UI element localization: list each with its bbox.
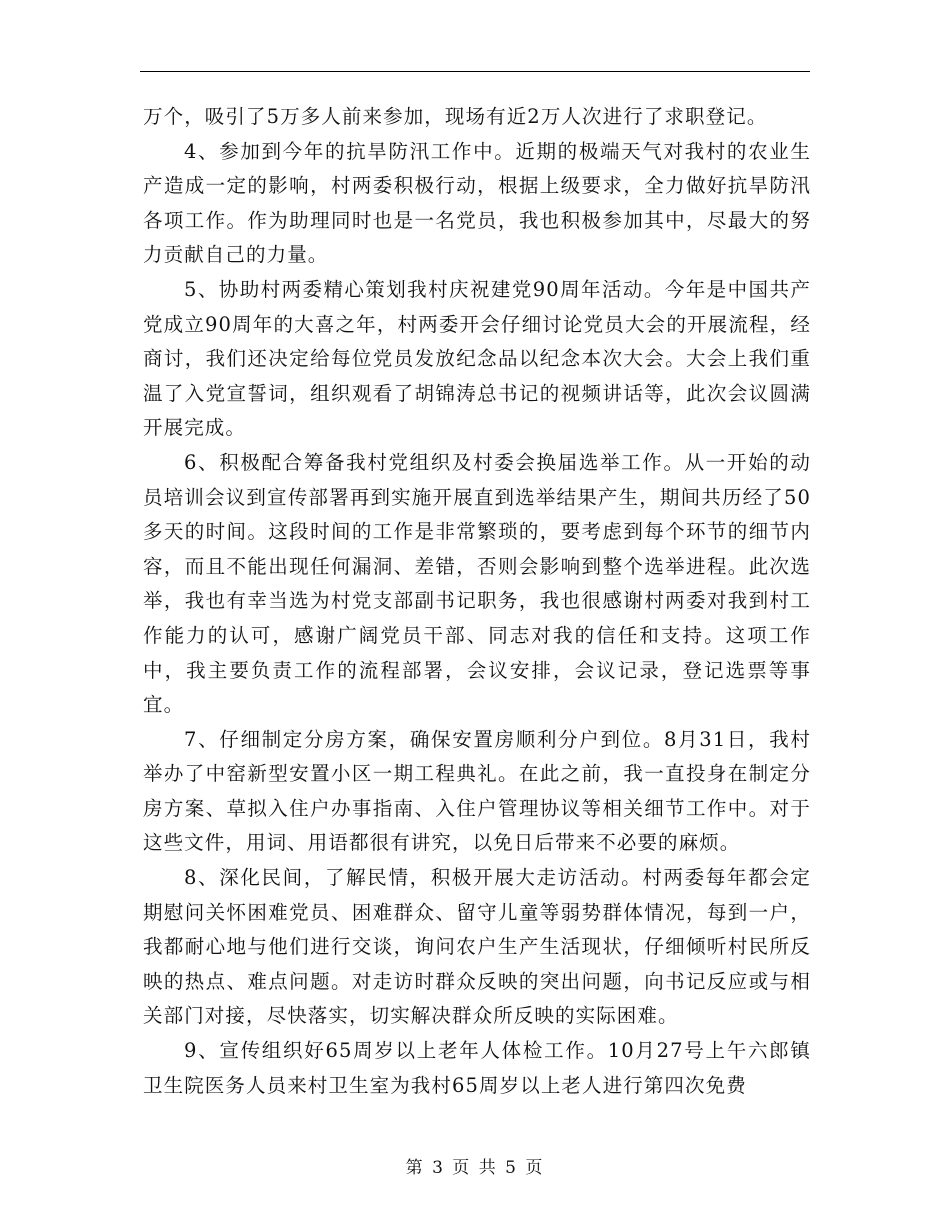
paragraph-item-4: 4、参加到今年的抗旱防汛工作中。近期的极端天气对我村的农业生产造成一定的影响，村两委积极行动，根据上级要求，全力做好抗旱防汛各项工作。作为助理同时也是一名党员，我也积极参加其中，尽最大的努力贡献自己的力量。 <box>143 139 811 267</box>
paragraph-item-7: 7、仔细制定分房方案，确保安置房顺利分户到位。8月31日，我村举办了中窑新型安置小区一期工程典礼。在此之前，我一直投身在制定分房方案、草拟入住户办事指南、入住户管理协议等相关细节工作中。对于这些文件，用词、用语都很有讲究，以免日后带来不必要的麻烦。 <box>143 727 811 855</box>
paragraph-item-6: 6、积极配合筹备我村党组织及村委会换届选举工作。从一开始的动员培训会议到宣传部署再到实施开展直到选举结果产生，期间共历经了50多天的时间。这段时间的工作是非常繁琐的，要考虑到每个环节的细节内容，而且不能出现任何漏洞、差错，否则会影响到整个选举进程。此次选举，我也有幸当选为村党支部副书记职务，我也很感谢村两委对我到村工作能力的认可，感谢广阔党员干部、同志对我的信任和支持。这项工作中，我主要负责工作的流程部署，会议安排，会议记录，登记选票等事宜。 <box>143 450 811 717</box>
document-body <box>143 100 811 1103</box>
paragraph-item-8: 8、深化民间，了解民情，积极开展大走访活动。村两委每年都会定期慰问关怀困难党员、困难群众、留守儿童等弱势群体情况，每到一户，我都耐心地与他们进行交谈，询问农户生产生活现状，仔细倾听村民所反映的热点、难点问题。对走访时群众反映的突出问题，向书记反应或与相关部门对接，尽快落实，切实解决群众所反映的实际困难。 <box>143 866 811 1028</box>
header-rule <box>140 71 810 72</box>
paragraph-continuation: 万个，吸引了5万多人前来参加，现场有近2万人次进行了求职登记。 <box>143 105 768 128</box>
paragraph-item-5: 5、协助村两委精心策划我村庆祝建党90周年活动。今年是中国共产党成立90周年的大喜之年，村两委开会仔细讨论党员大会的开展流程，经商讨，我们还决定给每位党员发放纪念品以纪念本次大会。大会上我们重温了入党宣誓词，组织观看了胡锦涛总书记的视频讲话等，此次会议圆满开展完成。 <box>143 277 811 440</box>
page-number-footer: 第 3 页 共 5 页 <box>405 1158 545 1178</box>
paragraph-item-9: 9、宣传组织好65周岁以上老年人体检工作。10月27号上午六郎镇卫生院医务人员来村卫生室为我村65周岁以上老人进行第四次免费 <box>143 1039 811 1097</box>
